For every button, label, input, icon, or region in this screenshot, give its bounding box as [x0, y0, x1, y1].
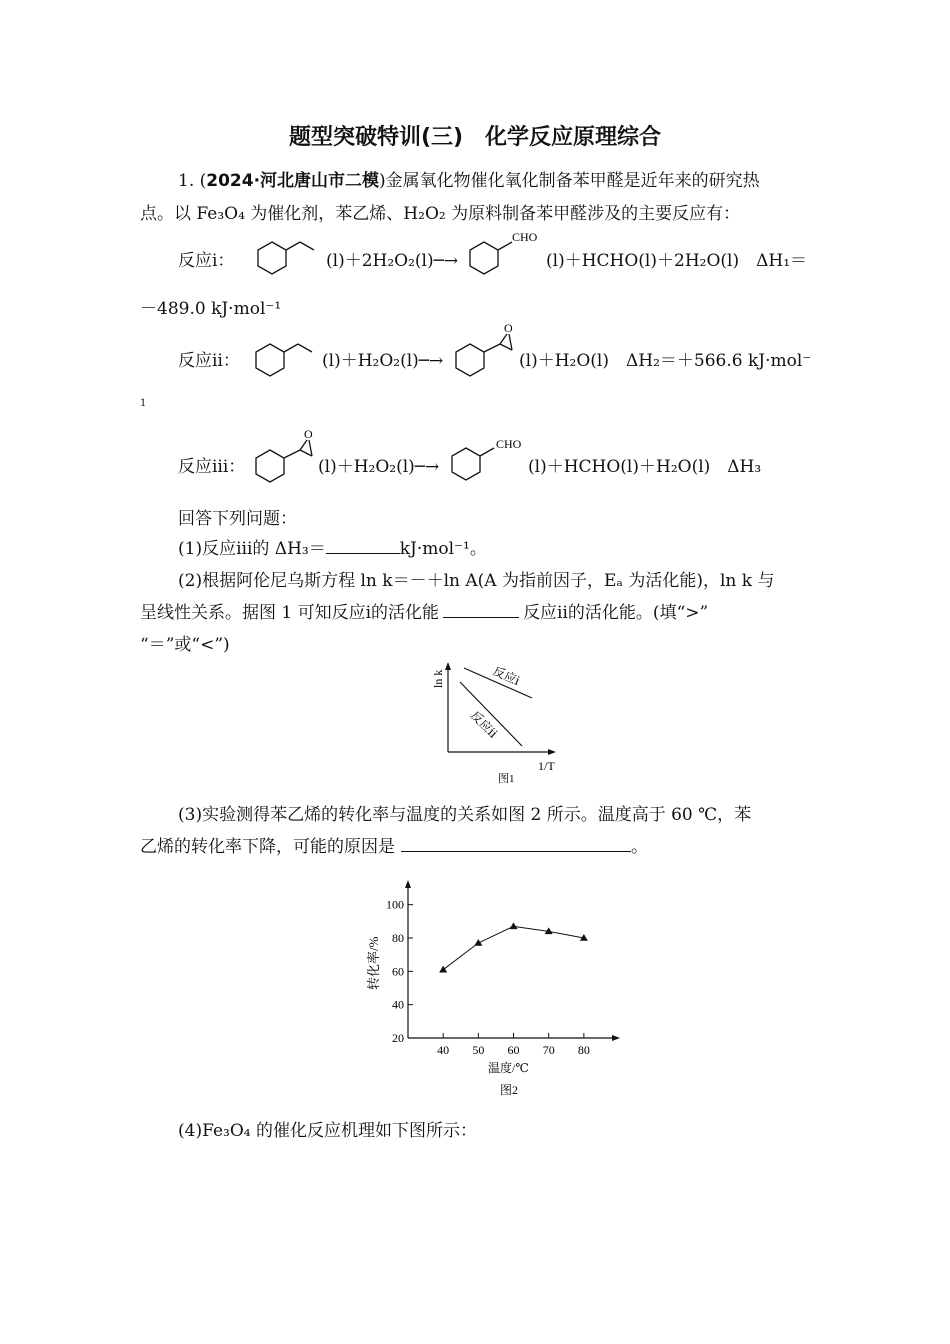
reaction-3-end: (l)＋HCHO(l)＋H₂O(l) ΔH₃ [528, 457, 762, 477]
chart-x-tick-label: 50 [472, 1043, 485, 1057]
question-2-line2 [140, 598, 708, 623]
figure-1-label-ii: 反应ⅱ [467, 708, 501, 741]
question-3-text: 乙烯的转化率下降，可能的原因是 [140, 837, 395, 857]
question-source: 2024·河北唐山市二模 [206, 171, 380, 191]
chart-x-arrow [612, 1035, 620, 1041]
benzaldehyde-structure-2 [448, 432, 530, 484]
reaction-2-end: (l)＋H₂O(l) ΔH₂＝＋566.6 kJ·mol⁻ [519, 351, 812, 371]
intro-text-1: )金属氧化物催化氧化制备苯甲醛是近年来的研究热 [379, 171, 760, 191]
styrene-oxide-structure-1 [452, 318, 522, 380]
epoxide-o-label-1: O [504, 321, 513, 335]
figure-1-ylabel: ln k [431, 669, 445, 688]
chart-y-tick-label: 100 [386, 897, 404, 912]
question-3-line1: (3)实验测得苯乙烯的转化率与温度的关系如图 2 所示。温度高于 60 ℃，苯 [178, 805, 752, 825]
epoxide-o-label-2: O [304, 427, 313, 441]
chart-data-point [474, 939, 482, 946]
chart-y-ticks [386, 898, 413, 1045]
question-3-end: 。 [631, 837, 648, 857]
question-1-text: (1)反应ⅲ的 ΔH₃＝ [178, 539, 326, 559]
question-1-unit: kJ·mol⁻¹。 [399, 539, 487, 559]
figure-1-x-arrow [548, 749, 556, 755]
chart-xlabel: 温度/℃ [488, 1061, 529, 1075]
styrene-structure-2 [253, 330, 323, 380]
chart-y-tick-label: 80 [392, 931, 404, 945]
answer-blank-3[interactable] [401, 837, 631, 852]
chart-caption: 图2 [500, 1083, 519, 1097]
chart-y-tick-label: 40 [392, 997, 404, 1012]
reaction-3-label: 反应ⅲ： [178, 457, 246, 477]
cho-label-2: CHO [496, 437, 522, 451]
chart-x-tick-label: 70 [542, 1043, 555, 1057]
reaction-1-label: 反应ⅰ： [178, 251, 235, 271]
reaction-2-middle: (l)＋H₂O₂(l)─→ [322, 351, 444, 371]
chart-data-point [439, 966, 447, 973]
question-2-line1: (2)根据阿伦尼乌斯方程 ln k＝－＋ln A(A 为指前因子，Eₐ 为活化能)，ln k 与 [178, 571, 775, 591]
answer-blank-2[interactable] [443, 603, 519, 618]
chart-x-tick-label: 40 [437, 1043, 450, 1057]
chart-ylabel: 转化率/% [366, 936, 381, 990]
question-2-text-b: 反应ⅱ的活化能。(填“>” [523, 603, 709, 623]
figure-2-chart [360, 872, 630, 1102]
chart-data-point [510, 922, 518, 929]
answer-blank-1[interactable] [326, 539, 400, 554]
figure-1-xlabel: 1/T [538, 759, 555, 773]
reaction-2-label: 反应ⅱ： [178, 351, 240, 371]
figure-1-caption: 图1 [498, 773, 515, 785]
question-4: (4)Fe₃O₄ 的催化反应机理如下图所示： [178, 1121, 477, 1141]
figure-1 [426, 660, 596, 788]
cho-label-1: CHO [512, 230, 538, 244]
reaction-1-enthalpy: －489.0 kJ·mol⁻¹ [140, 299, 282, 319]
figure-1-y-arrow [445, 662, 451, 670]
question-intro-line2: 点。以 Fe₃O₄ 为催化剂，苯乙烯、H₂O₂ 为原料制备苯甲醛涉及的主要反应有： [140, 204, 741, 224]
question-1 [178, 534, 487, 559]
chart-x-ticks [437, 1033, 590, 1057]
answer-lead: 回答下列问题： [178, 509, 297, 529]
question-3-line2 [140, 832, 648, 857]
benzaldehyde-structure-1 [466, 226, 546, 278]
chart-y-tick-label: 60 [392, 964, 404, 979]
question-intro-line1 [178, 166, 760, 191]
styrene-oxide-structure-2 [252, 424, 322, 486]
chart-y-arrow [405, 880, 411, 888]
figure-1-label-i: 反应ⅰ [490, 663, 522, 689]
chart-y-tick-label: 20 [392, 1031, 404, 1045]
question-2-text: 呈线性关系。据图 1 可知反应ⅰ的活化能 [140, 603, 440, 623]
reaction-1-middle: (l)＋2H₂O₂(l)─→ [326, 251, 459, 271]
chart-x-tick-label: 60 [507, 1043, 520, 1057]
reaction-1-end: (l)＋HCHO(l)＋2H₂O(l) ΔH₁＝ [546, 251, 808, 271]
question-2-line3: “＝”或“<”) [140, 635, 230, 655]
reaction-2-overflow: 1 [140, 398, 147, 409]
reaction-3-middle: (l)＋H₂O₂(l)─→ [318, 457, 440, 477]
question-number: 1. ( [178, 171, 207, 191]
chart-series-line [443, 926, 584, 969]
chart-series [439, 922, 588, 972]
page-title: 题型突破特训(三) 化学反应原理综合 [288, 125, 662, 150]
styrene-structure-1 [255, 228, 325, 278]
chart-x-tick-label: 80 [577, 1043, 590, 1057]
